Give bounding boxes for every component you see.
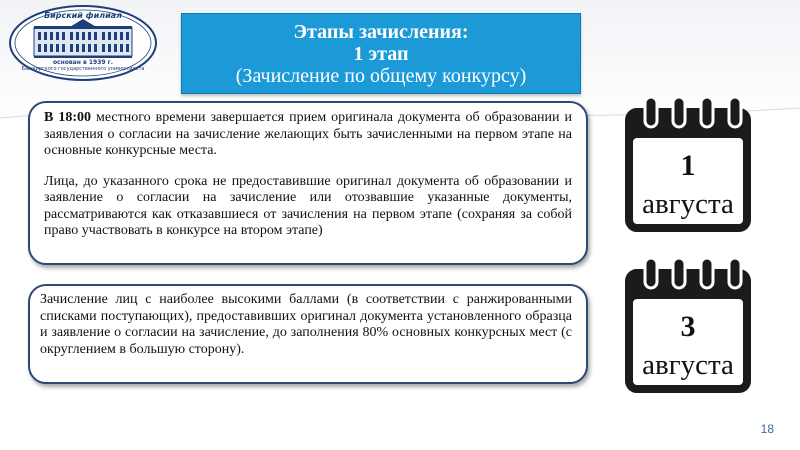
calendar-date-2 [623, 255, 753, 395]
calendar-day: 3 [680, 310, 696, 343]
deadline-paragraph [44, 110, 572, 160]
refusal-paragraph: Лица, до указанного срока не предоставившие оригинал документа об образовании и заявление о согласии на зачисление или отозвавшие указанные документы, рассматриваются как отказавшиеся от зачисления на первом этапе (сохраняя за собой право участвовать в конкурсе на втором этапе) [44, 173, 572, 238]
stage-info-box [28, 101, 588, 265]
calendar-day: 1 [680, 149, 696, 182]
header-subtitle: (Зачисление по общему конкурсу) [235, 64, 527, 87]
slide-header [181, 13, 581, 94]
enrollment-text: Зачисление лиц с наиболее высокими баллами (в соответствии с ранжированными списками поступающих), предоставивших оригинал документа установленного образца и заявление о согласии на зачисление, до заполнения 80% основных конкурсных мест (с округлением в большую сторону). [40, 292, 572, 357]
calendar-date-1 [623, 94, 753, 234]
deadline-text: местного времени завершается прием оригинала документа об образовании и заявления о согласии на зачисление желающих быть зачисленными на первом этапе на основные конкурсные места. [44, 110, 573, 158]
logo-university: Башкирского государственного университета [21, 66, 145, 72]
header-stage: 1 этап [353, 42, 409, 65]
page-number: 18 [760, 422, 774, 436]
enrollment-box [28, 284, 588, 384]
logo-title: Бирский филиал [44, 11, 122, 20]
university-logo [8, 4, 158, 82]
header-title: Этапы зачисления: [293, 20, 469, 43]
calendar-month: августа [642, 188, 734, 220]
deadline-time: В 18:00 [44, 110, 91, 125]
calendar-month: августа [642, 349, 734, 381]
logo-founded: основан в 1939 г. [52, 59, 114, 66]
